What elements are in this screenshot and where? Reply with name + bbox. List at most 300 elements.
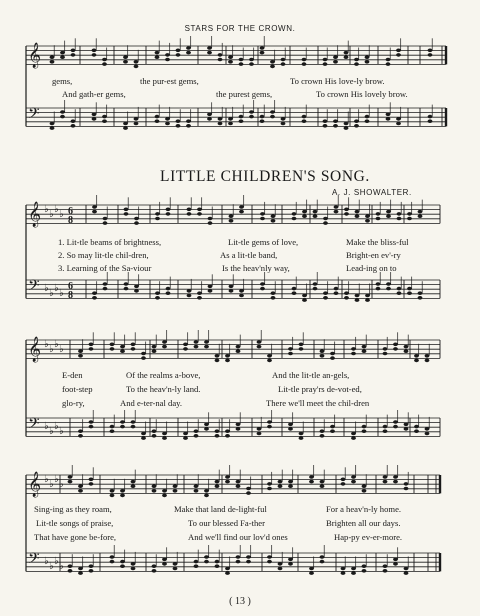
flat-sign: ♭ xyxy=(59,288,64,299)
notehead xyxy=(239,210,244,214)
notehead xyxy=(246,555,251,559)
notehead xyxy=(383,347,388,351)
notehead xyxy=(333,60,338,64)
notehead xyxy=(271,214,276,218)
notehead xyxy=(102,115,107,119)
notehead xyxy=(155,291,160,295)
notehead xyxy=(267,560,272,564)
notehead xyxy=(78,429,83,433)
notehead xyxy=(246,491,251,495)
notehead xyxy=(281,117,286,121)
notehead xyxy=(320,560,325,564)
notehead xyxy=(78,349,83,353)
treble-clef: 𝄞 xyxy=(28,43,42,68)
notehead xyxy=(165,122,170,126)
notehead xyxy=(249,110,254,114)
notehead xyxy=(134,289,139,293)
notehead xyxy=(351,347,356,351)
notehead xyxy=(187,212,192,216)
notehead xyxy=(383,429,388,433)
notehead xyxy=(414,354,419,358)
notehead xyxy=(425,354,430,358)
verse-1-line: For a heav'n-ly home. xyxy=(326,504,402,514)
notehead xyxy=(249,115,254,119)
notehead xyxy=(386,117,391,121)
bass-clef: 𝄢 xyxy=(28,105,40,126)
notehead xyxy=(288,558,293,562)
notehead xyxy=(355,214,360,218)
notehead xyxy=(166,212,171,216)
flat-sign: ♭ xyxy=(49,479,54,490)
notehead xyxy=(120,564,125,568)
notehead xyxy=(208,217,213,221)
notehead xyxy=(131,420,136,424)
notehead xyxy=(313,210,318,214)
notehead xyxy=(278,480,283,484)
notehead xyxy=(288,352,293,356)
notehead xyxy=(186,119,191,123)
notehead xyxy=(152,489,157,493)
notehead xyxy=(320,349,325,353)
notehead xyxy=(239,205,244,209)
notehead xyxy=(344,291,349,295)
notehead xyxy=(393,562,398,566)
notehead xyxy=(215,480,220,484)
notehead xyxy=(330,425,335,429)
notehead xyxy=(120,349,125,353)
notehead xyxy=(194,560,199,564)
notehead xyxy=(281,58,286,62)
notehead xyxy=(239,115,244,119)
notehead xyxy=(236,480,241,484)
notehead xyxy=(309,571,314,575)
notehead xyxy=(365,60,370,64)
notehead xyxy=(393,558,398,562)
notehead xyxy=(271,291,276,295)
notehead xyxy=(124,287,129,291)
notehead xyxy=(92,210,97,214)
notehead xyxy=(207,46,212,50)
notehead xyxy=(204,340,209,344)
verse-1-line: Sing-ing as they roam, xyxy=(34,504,112,514)
notehead xyxy=(131,347,136,351)
notehead xyxy=(162,345,167,349)
notehead xyxy=(141,352,146,356)
lyric-line: And gath-er gems, xyxy=(62,89,126,99)
lyric-line: To crown His lovely brow. xyxy=(316,89,408,99)
notehead xyxy=(208,289,213,293)
notehead xyxy=(134,65,139,69)
notehead xyxy=(152,434,157,438)
notehead xyxy=(386,62,391,66)
notehead xyxy=(187,289,192,293)
verse-1-line: Of the realms a-bove, xyxy=(126,370,201,380)
notehead xyxy=(197,208,202,212)
notehead xyxy=(257,340,262,344)
notehead xyxy=(407,291,412,295)
notehead xyxy=(162,436,167,440)
notehead xyxy=(425,359,430,363)
notehead xyxy=(313,214,318,218)
notehead xyxy=(166,287,171,291)
notehead xyxy=(323,217,328,221)
notehead xyxy=(155,51,160,55)
notehead xyxy=(351,480,356,484)
flat-sign: ♭ xyxy=(49,344,54,355)
notehead xyxy=(330,429,335,433)
notehead xyxy=(225,475,230,479)
notehead xyxy=(288,484,293,488)
notehead xyxy=(102,62,107,66)
notehead xyxy=(302,294,307,298)
verse-1-line: 1. Lit-tle beams of brightness, xyxy=(58,237,162,247)
notehead xyxy=(92,49,97,53)
notehead xyxy=(334,291,339,295)
notehead xyxy=(320,434,325,438)
notehead xyxy=(120,425,125,429)
notehead xyxy=(396,53,401,57)
notehead xyxy=(215,354,220,358)
notehead xyxy=(344,55,349,59)
notehead xyxy=(267,354,272,358)
notehead xyxy=(376,212,381,216)
notehead xyxy=(236,555,241,559)
notehead xyxy=(383,564,388,568)
notehead xyxy=(271,219,276,223)
notehead xyxy=(194,345,199,349)
notehead xyxy=(281,122,286,126)
notehead xyxy=(249,62,254,66)
notehead xyxy=(155,296,160,300)
notehead xyxy=(71,119,76,123)
notehead xyxy=(362,345,367,349)
notehead xyxy=(50,122,55,126)
notehead xyxy=(187,208,192,212)
notehead xyxy=(166,208,171,212)
notehead xyxy=(281,62,286,66)
treble-clef: 𝄞 xyxy=(28,202,42,227)
notehead xyxy=(110,494,115,498)
notehead xyxy=(257,345,262,349)
lyric-line: gems, xyxy=(52,76,73,86)
notehead xyxy=(110,425,115,429)
notehead xyxy=(102,58,107,62)
bass-clef: 𝄢 xyxy=(28,550,40,571)
notehead xyxy=(236,349,241,353)
notehead xyxy=(218,53,223,57)
verse-3-line: And e-ter-nal day. xyxy=(120,398,183,408)
notehead xyxy=(341,478,346,482)
notehead xyxy=(397,217,402,221)
notehead xyxy=(428,53,433,57)
verse-2-line: foot-step xyxy=(62,384,93,394)
verse-2-line: Brighten all our days. xyxy=(326,518,401,528)
notehead xyxy=(333,124,338,128)
notehead xyxy=(260,115,265,119)
notehead xyxy=(260,282,265,286)
notehead xyxy=(320,555,325,559)
notehead xyxy=(89,482,94,486)
notehead xyxy=(404,567,409,571)
running-head: STARS FOR THE CROWN. xyxy=(184,24,296,33)
notehead xyxy=(323,62,328,66)
notehead xyxy=(110,429,115,433)
notehead xyxy=(376,217,381,221)
notehead xyxy=(124,212,129,216)
notehead xyxy=(215,564,220,568)
notehead xyxy=(344,51,349,55)
notehead xyxy=(278,484,283,488)
notehead xyxy=(288,480,293,484)
notehead xyxy=(341,571,346,575)
notehead xyxy=(396,122,401,126)
notehead xyxy=(155,212,160,216)
notehead xyxy=(204,427,209,431)
notehead xyxy=(397,287,402,291)
notehead xyxy=(123,60,128,64)
notehead xyxy=(333,55,338,59)
notehead xyxy=(393,425,398,429)
notehead xyxy=(354,62,359,66)
notehead xyxy=(68,569,73,573)
flat-sign: ♭ xyxy=(49,288,54,299)
notehead xyxy=(299,343,304,347)
flat-sign: ♭ xyxy=(54,204,59,215)
notehead xyxy=(288,562,293,566)
notehead xyxy=(418,291,423,295)
notehead xyxy=(334,287,339,291)
notehead xyxy=(354,58,359,62)
notehead xyxy=(89,347,94,351)
notehead xyxy=(173,562,178,566)
notehead xyxy=(239,289,244,293)
notehead xyxy=(71,49,76,53)
notehead xyxy=(299,432,304,436)
notehead xyxy=(302,214,307,218)
notehead xyxy=(302,119,307,123)
notehead xyxy=(110,347,115,351)
flat-sign: ♭ xyxy=(59,479,64,490)
notehead xyxy=(141,432,146,436)
notehead xyxy=(194,489,199,493)
notehead xyxy=(428,119,433,123)
notehead xyxy=(204,494,209,498)
notehead xyxy=(173,489,178,493)
notehead xyxy=(141,356,146,360)
notehead xyxy=(124,208,129,212)
notehead xyxy=(344,296,349,300)
notehead xyxy=(418,214,423,218)
notehead xyxy=(320,480,325,484)
notehead xyxy=(194,340,199,344)
notehead xyxy=(260,51,265,55)
flat-sign: ♭ xyxy=(49,209,54,220)
verse-3-line: glo-ry, xyxy=(62,398,85,408)
notehead xyxy=(215,560,220,564)
notehead xyxy=(194,564,199,568)
notehead xyxy=(89,478,94,482)
notehead xyxy=(173,567,178,571)
notehead xyxy=(362,489,367,493)
notehead xyxy=(383,475,388,479)
notehead xyxy=(207,117,212,121)
notehead xyxy=(354,124,359,128)
notehead xyxy=(351,436,356,440)
verse-1-line: Make the bliss-ful xyxy=(346,237,409,247)
notehead xyxy=(302,115,307,119)
notehead xyxy=(103,221,108,225)
notehead xyxy=(386,282,391,286)
flat-sign: ♭ xyxy=(59,209,64,220)
notehead xyxy=(165,117,170,121)
notehead xyxy=(365,219,370,223)
notehead xyxy=(271,296,276,300)
notehead xyxy=(208,221,213,225)
notehead xyxy=(396,49,401,53)
notehead xyxy=(89,425,94,429)
notehead xyxy=(320,484,325,488)
notehead xyxy=(225,567,230,571)
notehead xyxy=(323,221,328,225)
notehead xyxy=(267,420,272,424)
verse-1-line: Make that land de-light-ful xyxy=(174,504,267,514)
notehead xyxy=(110,343,115,347)
notehead xyxy=(183,343,188,347)
time-signature: 8 xyxy=(68,290,73,301)
notehead xyxy=(323,296,328,300)
flat-sign: ♭ xyxy=(59,561,64,572)
notehead xyxy=(194,484,199,488)
notehead xyxy=(292,217,297,221)
notehead xyxy=(362,349,367,353)
verse-1-line: E-den xyxy=(62,370,83,380)
notehead xyxy=(270,110,275,114)
notehead xyxy=(323,124,328,128)
flat-sign: ♭ xyxy=(44,339,49,350)
notehead xyxy=(299,436,304,440)
notehead xyxy=(365,119,370,123)
notehead xyxy=(228,122,233,126)
notehead xyxy=(176,49,181,53)
notehead xyxy=(152,429,157,433)
notehead xyxy=(404,487,409,491)
notehead xyxy=(354,119,359,123)
notehead xyxy=(134,221,139,225)
notehead xyxy=(162,340,167,344)
notehead xyxy=(60,110,65,114)
notehead xyxy=(267,555,272,559)
notehead xyxy=(176,53,181,57)
notehead xyxy=(355,210,360,214)
notehead xyxy=(376,282,381,286)
notehead xyxy=(260,119,265,123)
notehead xyxy=(292,291,297,295)
notehead xyxy=(141,436,146,440)
notehead xyxy=(131,567,136,571)
verse-2-line: As a lit-tle band, xyxy=(220,250,278,260)
notehead xyxy=(218,122,223,126)
notehead xyxy=(92,291,97,295)
notehead xyxy=(162,562,167,566)
notehead xyxy=(215,484,220,488)
notehead xyxy=(162,494,167,498)
notehead xyxy=(197,212,202,216)
notehead xyxy=(397,291,402,295)
notehead xyxy=(162,432,167,436)
notehead xyxy=(71,124,76,128)
notehead xyxy=(92,117,97,121)
notehead xyxy=(110,489,115,493)
notehead xyxy=(78,354,83,358)
notehead xyxy=(155,115,160,119)
flat-sign: ♭ xyxy=(44,474,49,485)
notehead xyxy=(204,345,209,349)
notehead xyxy=(341,482,346,486)
verse-2-line: To our blessed Fa-ther xyxy=(188,518,265,528)
flat-sign: ♭ xyxy=(59,426,64,437)
verse-3-line: That have gone be-fore, xyxy=(34,532,117,542)
notehead xyxy=(334,205,339,209)
notehead xyxy=(60,51,65,55)
notehead xyxy=(407,212,412,216)
notehead xyxy=(320,354,325,358)
notehead xyxy=(131,343,136,347)
notehead xyxy=(92,113,97,117)
notehead xyxy=(204,489,209,493)
notehead xyxy=(396,117,401,121)
notehead xyxy=(302,210,307,214)
notehead xyxy=(425,427,430,431)
notehead xyxy=(344,126,349,130)
notehead xyxy=(236,484,241,488)
notehead xyxy=(414,425,419,429)
notehead xyxy=(260,217,265,221)
notehead xyxy=(351,352,356,356)
flat-sign: ♭ xyxy=(44,421,49,432)
notehead xyxy=(50,55,55,59)
verse-1-line: Lit-tle gems of love, xyxy=(228,237,299,247)
notehead xyxy=(50,126,55,130)
notehead xyxy=(393,347,398,351)
notehead xyxy=(134,285,139,289)
time-signature: 6 xyxy=(68,281,73,292)
notehead xyxy=(68,564,73,568)
notehead xyxy=(120,420,125,424)
notehead xyxy=(120,494,125,498)
notehead xyxy=(344,208,349,212)
notehead xyxy=(425,432,430,436)
flat-sign: ♭ xyxy=(49,426,54,437)
notehead xyxy=(365,294,370,298)
flat-sign: ♭ xyxy=(59,344,64,355)
lyric-line: To crown His love-ly brow. xyxy=(290,76,385,86)
notehead xyxy=(355,298,360,302)
notehead xyxy=(383,425,388,429)
notehead xyxy=(246,487,251,491)
notehead xyxy=(383,352,388,356)
bass-clef: 𝄢 xyxy=(28,277,40,298)
notehead xyxy=(228,117,233,121)
notehead xyxy=(186,124,191,128)
notehead xyxy=(302,298,307,302)
notehead xyxy=(257,432,262,436)
notehead xyxy=(386,210,391,214)
notehead xyxy=(404,349,409,353)
notehead xyxy=(351,432,356,436)
notehead xyxy=(309,480,314,484)
notehead xyxy=(92,53,97,57)
notehead xyxy=(225,359,230,363)
